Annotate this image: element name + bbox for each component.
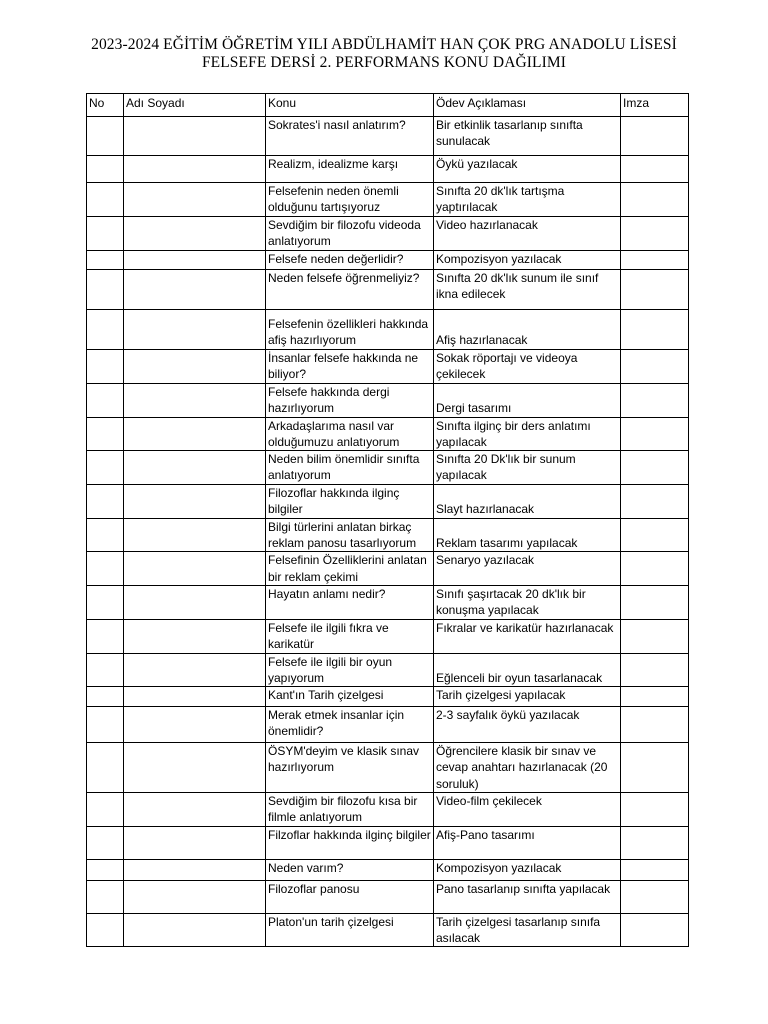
no-cell[interactable] bbox=[87, 269, 124, 309]
topic-cell: Felsefenin neden önemli olduğunu tartışıyoruz bbox=[266, 183, 434, 217]
signature-cell[interactable] bbox=[621, 743, 689, 793]
document-title-line2: FELSEFE DERSİ 2. PERFORMANS KONU DAĞILIMI bbox=[201, 54, 567, 71]
topic-cell: Felsefe hakkında dergi hazırlıyorum bbox=[266, 383, 434, 417]
no-cell[interactable] bbox=[87, 619, 124, 653]
signature-cell[interactable] bbox=[621, 156, 689, 183]
topic-cell: Realizm, idealizme karşı bbox=[266, 156, 434, 183]
topic-cell: Arkadaşlarıma nasıl var olduğumuzu anlatıyorum bbox=[266, 417, 434, 451]
name-cell[interactable] bbox=[124, 250, 266, 269]
signature-cell[interactable] bbox=[621, 859, 689, 880]
task-cell: Video hazırlanacak bbox=[434, 217, 621, 251]
topic-cell: Kant'ın Tarih çizelgesi bbox=[266, 687, 434, 707]
signature-cell[interactable] bbox=[621, 826, 689, 859]
signature-cell[interactable] bbox=[621, 250, 689, 269]
name-cell[interactable] bbox=[124, 217, 266, 251]
signature-cell[interactable] bbox=[621, 217, 689, 251]
table-row bbox=[87, 913, 689, 947]
table-row bbox=[87, 250, 689, 269]
name-cell[interactable] bbox=[124, 653, 266, 687]
table-row bbox=[87, 552, 689, 586]
no-cell[interactable] bbox=[87, 793, 124, 827]
topic-cell: Felsefinin Özelliklerini anlatan bir reklam çekimi bbox=[266, 552, 434, 586]
task-cell: Kompozisyon yazılacak bbox=[434, 250, 621, 269]
task-cell: 2-3 sayfalık öykü yazılacak bbox=[434, 707, 621, 743]
task-cell: Sınıfta ilginç bir ders anlatımı yapılacak bbox=[434, 417, 621, 451]
topic-cell: Platon'un tarih çizelgesi bbox=[266, 913, 434, 947]
topic-cell: Filozoflar panosu bbox=[266, 880, 434, 913]
header-name: Adı Soyadı bbox=[124, 94, 266, 117]
signature-cell[interactable] bbox=[621, 383, 689, 417]
name-cell[interactable] bbox=[124, 183, 266, 217]
table-row bbox=[87, 309, 689, 349]
task-cell: Sokak röportajı ve videoya çekilecek bbox=[434, 349, 621, 383]
name-cell[interactable] bbox=[124, 417, 266, 451]
table-row bbox=[87, 859, 689, 880]
signature-cell[interactable] bbox=[621, 653, 689, 687]
no-cell[interactable] bbox=[87, 383, 124, 417]
table-row bbox=[87, 156, 689, 183]
task-cell: Afiş hazırlanacak bbox=[434, 309, 621, 349]
task-cell: Tarih çizelgesi tasarlanıp sınıfa asılacak bbox=[434, 913, 621, 947]
no-cell[interactable] bbox=[87, 117, 124, 156]
topic-cell: Hayatın anlamı nedir? bbox=[266, 585, 434, 619]
name-cell[interactable] bbox=[124, 117, 266, 156]
task-cell: Reklam tasarımı yapılacak bbox=[434, 518, 621, 552]
name-cell[interactable] bbox=[124, 585, 266, 619]
topic-cell: Filozoflar hakkında ilginç bilgiler bbox=[266, 485, 434, 519]
task-cell: Dergi tasarımı bbox=[434, 383, 621, 417]
table-row bbox=[87, 417, 689, 451]
signature-cell[interactable] bbox=[621, 880, 689, 913]
task-cell: Afiş-Pano tasarımı bbox=[434, 826, 621, 859]
assignment-table bbox=[86, 93, 689, 947]
topic-cell: ÖSYM'deyim ve klasik sınav hazırlıyorum bbox=[266, 743, 434, 793]
topic-cell: Sevdiğim bir filozofu videoda anlatıyorum bbox=[266, 217, 434, 251]
task-cell: Sınıfı şaşırtacak 20 dk'lık bir konuşma yapılacak bbox=[434, 585, 621, 619]
no-cell[interactable] bbox=[87, 687, 124, 707]
no-cell[interactable] bbox=[87, 518, 124, 552]
signature-cell[interactable] bbox=[621, 417, 689, 451]
no-cell[interactable] bbox=[87, 485, 124, 519]
table-row bbox=[87, 793, 689, 827]
topic-cell: Felsefe ile ilgili bir oyun yapıyorum bbox=[266, 653, 434, 687]
name-cell[interactable] bbox=[124, 349, 266, 383]
signature-cell[interactable] bbox=[621, 913, 689, 947]
task-cell: Sınıfta 20 dk'lık tartışma yaptırılacak bbox=[434, 183, 621, 217]
no-cell[interactable] bbox=[87, 913, 124, 947]
no-cell[interactable] bbox=[87, 156, 124, 183]
no-cell[interactable] bbox=[87, 653, 124, 687]
signature-cell[interactable] bbox=[621, 349, 689, 383]
topic-cell: Merak etmek insanlar için önemlidir? bbox=[266, 707, 434, 743]
no-cell[interactable] bbox=[87, 183, 124, 217]
signature-cell[interactable] bbox=[621, 485, 689, 519]
table-row bbox=[87, 687, 689, 707]
no-cell[interactable] bbox=[87, 309, 124, 349]
signature-cell[interactable] bbox=[621, 793, 689, 827]
topic-cell: Neden bilim önemlidir sınıfta anlatıyorum bbox=[266, 451, 434, 485]
table-row bbox=[87, 451, 689, 485]
name-cell[interactable] bbox=[124, 518, 266, 552]
signature-cell[interactable] bbox=[621, 309, 689, 349]
task-cell: Slayt hazırlanacak bbox=[434, 485, 621, 519]
topic-cell: Felsefenin özellikleri hakkında afiş hazırlıyorum bbox=[266, 309, 434, 349]
topic-cell: Filzoflar hakkında ilginç bilgiler bbox=[266, 826, 434, 859]
no-cell[interactable] bbox=[87, 349, 124, 383]
task-cell: Tarih çizelgesi yapılacak bbox=[434, 687, 621, 707]
header-no: No bbox=[87, 94, 124, 117]
signature-cell[interactable] bbox=[621, 619, 689, 653]
signature-cell[interactable] bbox=[621, 707, 689, 743]
table-row bbox=[87, 743, 689, 793]
table-row bbox=[87, 585, 689, 619]
no-cell[interactable] bbox=[87, 585, 124, 619]
name-cell[interactable] bbox=[124, 485, 266, 519]
name-cell[interactable] bbox=[124, 383, 266, 417]
topic-cell: Neden varım? bbox=[266, 859, 434, 880]
name-cell[interactable] bbox=[124, 793, 266, 827]
name-cell[interactable] bbox=[124, 826, 266, 859]
no-cell[interactable] bbox=[87, 451, 124, 485]
table-row bbox=[87, 826, 689, 859]
table-row bbox=[87, 217, 689, 251]
name-cell[interactable] bbox=[124, 156, 266, 183]
signature-cell[interactable] bbox=[621, 269, 689, 309]
name-cell[interactable] bbox=[124, 859, 266, 880]
task-cell: Fıkralar ve karikatür hazırlanacak bbox=[434, 619, 621, 653]
name-cell[interactable] bbox=[124, 269, 266, 309]
name-cell[interactable] bbox=[124, 880, 266, 913]
header-signature: Imza bbox=[621, 94, 689, 117]
no-cell[interactable] bbox=[87, 826, 124, 859]
name-cell[interactable] bbox=[124, 707, 266, 743]
table-row bbox=[87, 383, 689, 417]
task-cell: Video-film çekilecek bbox=[434, 793, 621, 827]
task-cell: Eğlenceli bir oyun tasarlanacak bbox=[434, 653, 621, 687]
topic-cell: Felsefe neden değerlidir? bbox=[266, 250, 434, 269]
task-cell: Öykü yazılacak bbox=[434, 156, 621, 183]
no-cell[interactable] bbox=[87, 552, 124, 586]
no-cell[interactable] bbox=[87, 250, 124, 269]
topic-cell: Felsefe ile ilgili fıkra ve karikatür bbox=[266, 619, 434, 653]
signature-cell[interactable] bbox=[621, 585, 689, 619]
table-row bbox=[87, 117, 689, 156]
no-cell[interactable] bbox=[87, 743, 124, 793]
name-cell[interactable] bbox=[124, 913, 266, 947]
task-cell: Kompozisyon yazılacak bbox=[434, 859, 621, 880]
no-cell[interactable] bbox=[87, 217, 124, 251]
task-cell: Senaryo yazılacak bbox=[434, 552, 621, 586]
signature-cell[interactable] bbox=[621, 183, 689, 217]
topic-cell: Neden felsefe öğrenmeliyiz? bbox=[266, 269, 434, 309]
no-cell[interactable] bbox=[87, 417, 124, 451]
task-cell: Pano tasarlanıp sınıfta yapılacak bbox=[434, 880, 621, 913]
table-row bbox=[87, 269, 689, 309]
signature-cell[interactable] bbox=[621, 451, 689, 485]
table-row bbox=[87, 518, 689, 552]
topic-cell: Bilgi türlerini anlatan birkaç reklam panosu tasarlıyorum bbox=[266, 518, 434, 552]
table-row bbox=[87, 183, 689, 217]
task-cell: Sınıfta 20 Dk'lık bir sunum yapılacak bbox=[434, 451, 621, 485]
name-cell[interactable] bbox=[124, 309, 266, 349]
table-row bbox=[87, 653, 689, 687]
task-cell: Öğrencilere klasik bir sınav ve cevap anahtarı hazırlanacak (20 soruluk) bbox=[434, 743, 621, 793]
table-row bbox=[87, 349, 689, 383]
table-row bbox=[87, 707, 689, 743]
signature-cell[interactable] bbox=[621, 687, 689, 707]
header-topic: Konu bbox=[266, 94, 434, 117]
no-cell[interactable] bbox=[87, 707, 124, 743]
no-cell[interactable] bbox=[87, 880, 124, 913]
document-title-line1: 2023-2024 EĞİTİM ÖĞRETİM YILI ABDÜLHAMİT HAN ÇOK PRG ANADOLU LİSESİ bbox=[91, 36, 677, 53]
topic-cell: Sokrates'i nasıl anlatırım? bbox=[266, 117, 434, 156]
header-task: Ödev Açıklaması bbox=[434, 94, 621, 117]
topic-cell: Sevdiğim bir filozofu kısa bir filmle anlatıyorum bbox=[266, 793, 434, 827]
table-row bbox=[87, 880, 689, 913]
task-cell: Bir etkinlik tasarlanıp sınıfta sunulacak bbox=[434, 117, 621, 156]
name-cell[interactable] bbox=[124, 743, 266, 793]
no-cell[interactable] bbox=[87, 859, 124, 880]
table-row bbox=[87, 485, 689, 519]
name-cell[interactable] bbox=[124, 687, 266, 707]
signature-cell[interactable] bbox=[621, 552, 689, 586]
name-cell[interactable] bbox=[124, 451, 266, 485]
table-body bbox=[87, 117, 689, 947]
signature-cell[interactable] bbox=[621, 518, 689, 552]
table-row bbox=[87, 619, 689, 653]
signature-cell[interactable] bbox=[621, 117, 689, 156]
name-cell[interactable] bbox=[124, 619, 266, 653]
name-cell[interactable] bbox=[124, 552, 266, 586]
topic-cell: İnsanlar felsefe hakkında ne biliyor? bbox=[266, 349, 434, 383]
task-cell: Sınıfta 20 dk'lık sunum ile sınıf ikna edilecek bbox=[434, 269, 621, 309]
table-header-row bbox=[87, 94, 689, 117]
